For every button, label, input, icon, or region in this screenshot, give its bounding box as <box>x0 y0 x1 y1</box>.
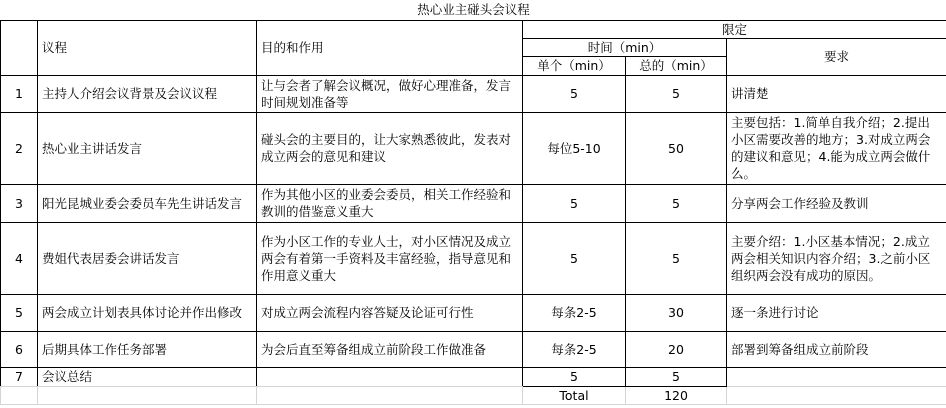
row-number: 6 <box>1 331 38 367</box>
row-number: 2 <box>1 112 38 184</box>
total-spacer <box>38 386 257 404</box>
row-purpose: 为会后直至筹备组成立前阶段工作做准备 <box>257 331 523 367</box>
row-requirement: 主要包括：1.简单自我介绍；2.提出小区需要改善的地方；3.对成立两会的建议和意见；4.能为成立两会做什么。 <box>727 112 946 184</box>
row-requirement: 逐一条进行讨论 <box>727 294 946 331</box>
table-row <box>1 222 946 294</box>
table-row <box>1 75 946 112</box>
header-limit: 限定 <box>523 20 946 38</box>
row-single-time: 5 <box>523 222 626 294</box>
header-row-1 <box>1 20 946 38</box>
table-row <box>1 367 946 386</box>
row-purpose: 作为其他小区的业委会委员，相关工作经验和教训的借鉴意义重大 <box>257 184 523 222</box>
header-purpose: 目的和作用 <box>257 20 523 75</box>
header-no <box>1 20 38 75</box>
row-agenda: 主持人介绍会议背景及会议议程 <box>38 75 257 112</box>
row-requirement: 讲清楚 <box>727 75 946 112</box>
total-spacer <box>727 386 946 404</box>
sheet-title: 热心业主碰头会议程 <box>1 0 946 20</box>
header-agenda: 议程 <box>38 20 257 75</box>
row-single-time: 每条2-5 <box>523 331 626 367</box>
row-agenda: 热心业主讲话发言 <box>38 112 257 184</box>
row-agenda: 后期具体工作任务部署 <box>38 331 257 367</box>
table-row <box>1 184 946 222</box>
row-single-time: 5 <box>523 75 626 112</box>
row-single-time: 每条2-5 <box>523 294 626 331</box>
row-single-time: 5 <box>523 367 626 386</box>
row-total-time: 20 <box>626 331 727 367</box>
row-single-time: 每位5-10 <box>523 112 626 184</box>
row-total-time: 50 <box>626 112 727 184</box>
row-requirement: 部署到筹备组成立前阶段 <box>727 331 946 367</box>
row-number: 5 <box>1 294 38 331</box>
header-requirement: 要求 <box>727 38 946 75</box>
total-value: 120 <box>626 386 727 404</box>
header-single: 单个（min） <box>523 56 626 75</box>
total-spacer <box>257 386 523 404</box>
row-number: 1 <box>1 75 38 112</box>
row-total-time: 5 <box>626 367 727 386</box>
title-row <box>1 0 946 20</box>
row-purpose <box>257 367 523 386</box>
table-row <box>1 294 946 331</box>
row-requirement: 主要介绍：1.小区基本情况；2.成立两会相关知识内容介绍；3.之前小区组织两会没有成功的原因。 <box>727 222 946 294</box>
row-number: 4 <box>1 222 38 294</box>
row-total-time: 5 <box>626 222 727 294</box>
row-total-time: 30 <box>626 294 727 331</box>
row-purpose: 碰头会的主要目的，让大家熟悉彼此，发表对成立两会的意见和建议 <box>257 112 523 184</box>
row-agenda: 两会成立计划表具体讨论并作出修改 <box>38 294 257 331</box>
row-agenda: 会议总结 <box>38 367 257 386</box>
header-total: 总的（min） <box>626 56 727 75</box>
row-purpose: 作为小区工作的专业人士，对小区情况及成立两会有着第一手资料及丰富经验，指导意见和作用意义重大 <box>257 222 523 294</box>
table-row <box>1 331 946 367</box>
row-purpose: 对成立两会流程内容答疑及论证可行性 <box>257 294 523 331</box>
row-purpose: 让与会者了解会议概况，做好心理准备，发言时间规划准备等 <box>257 75 523 112</box>
row-requirement <box>727 367 946 386</box>
row-number: 7 <box>1 367 38 386</box>
row-agenda: 阳光昆城业委会委员车先生讲话发言 <box>38 184 257 222</box>
row-number: 3 <box>1 184 38 222</box>
header-time: 时间（min） <box>523 38 727 56</box>
row-requirement: 分享两会工作经验及教训 <box>727 184 946 222</box>
row-total-time: 5 <box>626 75 727 112</box>
total-label: Total <box>523 386 626 404</box>
row-single-time: 5 <box>523 184 626 222</box>
row-total-time: 5 <box>626 184 727 222</box>
total-spacer <box>1 386 38 404</box>
table-row <box>1 112 946 184</box>
total-row <box>1 386 946 404</box>
row-agenda: 费姐代表居委会讲话发言 <box>38 222 257 294</box>
